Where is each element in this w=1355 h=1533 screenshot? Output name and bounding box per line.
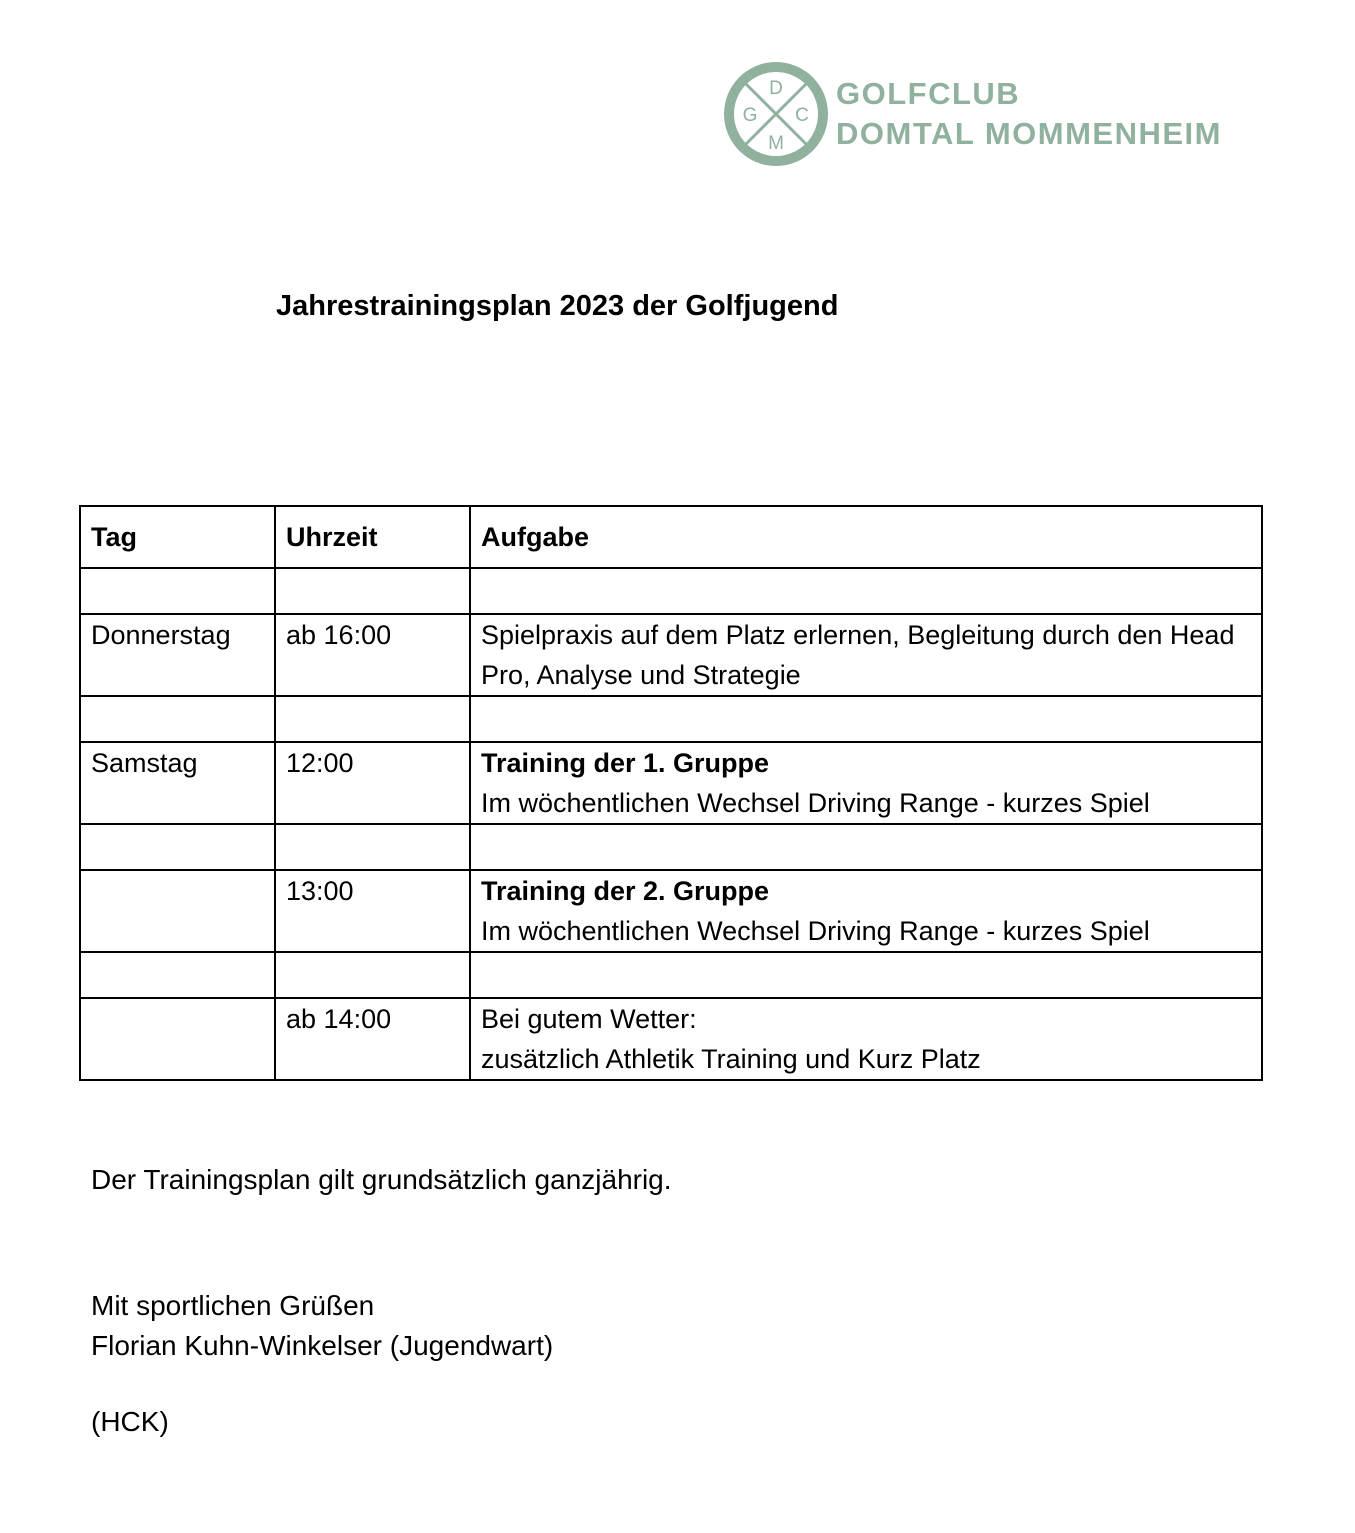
column-header-tag: Tag: [80, 506, 275, 568]
task-description-line2: zusätzlich Athletik Training und Kurz Platz: [481, 1044, 981, 1074]
logo-letter-g: G: [742, 105, 758, 126]
cell-tag: [80, 998, 275, 1080]
closing-block: [91, 1286, 553, 1366]
column-header-aufgabe: Aufgabe: [470, 506, 1262, 568]
club-name: [836, 74, 1222, 154]
table-header-row: [80, 506, 1262, 568]
cell-uhrzeit: [275, 696, 470, 742]
cell-tag: [80, 824, 275, 870]
table-row-empty: [80, 952, 1262, 998]
cell-tag: Donnerstag: [80, 614, 275, 696]
cell-aufgabe: [470, 696, 1262, 742]
table-row-empty: [80, 824, 1262, 870]
cell-uhrzeit: 13:00: [275, 870, 470, 952]
club-name-line2: DOMTAL MOMMENHEIM: [836, 116, 1222, 151]
table-row-empty: [80, 568, 1262, 614]
cell-aufgabe: [470, 742, 1262, 824]
training-schedule-table: [79, 505, 1263, 1081]
cell-uhrzeit: ab 16:00: [275, 614, 470, 696]
table-row: [80, 998, 1262, 1080]
column-header-uhrzeit: Uhrzeit: [275, 506, 470, 568]
cell-aufgabe: [470, 952, 1262, 998]
table-row: [80, 614, 1262, 696]
cell-uhrzeit: 12:00: [275, 742, 470, 824]
logo-letter-c: C: [795, 105, 809, 126]
task-description: Im wöchentlichen Wechsel Driving Range - kurzes Spiel: [481, 916, 1150, 946]
cell-uhrzeit: [275, 568, 470, 614]
logo-letter-m: M: [768, 133, 784, 154]
task-description: Im wöchentlichen Wechsel Driving Range - kurzes Spiel: [481, 788, 1150, 818]
cell-uhrzeit: [275, 952, 470, 998]
cell-tag: [80, 568, 275, 614]
cell-tag: [80, 952, 275, 998]
table-row: [80, 870, 1262, 952]
cell-tag: [80, 870, 275, 952]
greeting: Mit sportlichen Grüßen: [91, 1290, 375, 1321]
cell-aufgabe: Spielpraxis auf dem Platz erlernen, Begleitung durch den Head Pro, Analyse und Strategie: [470, 614, 1262, 696]
task-description: Bei gutem Wetter:: [481, 1004, 697, 1034]
author-initials: (HCK): [91, 1406, 169, 1437]
club-emblem-icon: [722, 60, 830, 168]
cell-aufgabe: [470, 998, 1262, 1080]
club-name-line1: GOLFCLUB: [836, 76, 1021, 111]
page-title: Jahrestrainingsplan 2023 der Golfjugend: [276, 290, 839, 322]
cell-aufgabe: [470, 568, 1262, 614]
group-heading: Training der 1. Gruppe: [481, 748, 770, 778]
cell-uhrzeit: ab 14:00: [275, 998, 470, 1080]
signature: Florian Kuhn-Winkelser (Jugendwart): [91, 1330, 554, 1361]
logo-letter-d: D: [769, 78, 783, 99]
cell-aufgabe: [470, 870, 1262, 952]
validity-note: Der Trainingsplan gilt grundsätzlich ganzjährig.: [91, 1164, 672, 1195]
club-logo: [722, 60, 1282, 168]
table-row: [80, 742, 1262, 824]
cell-tag: Samstag: [80, 742, 275, 824]
table-row-empty: [80, 696, 1262, 742]
cell-tag: [80, 696, 275, 742]
cell-uhrzeit: [275, 824, 470, 870]
cell-aufgabe: [470, 824, 1262, 870]
group-heading: Training der 2. Gruppe: [481, 876, 770, 906]
